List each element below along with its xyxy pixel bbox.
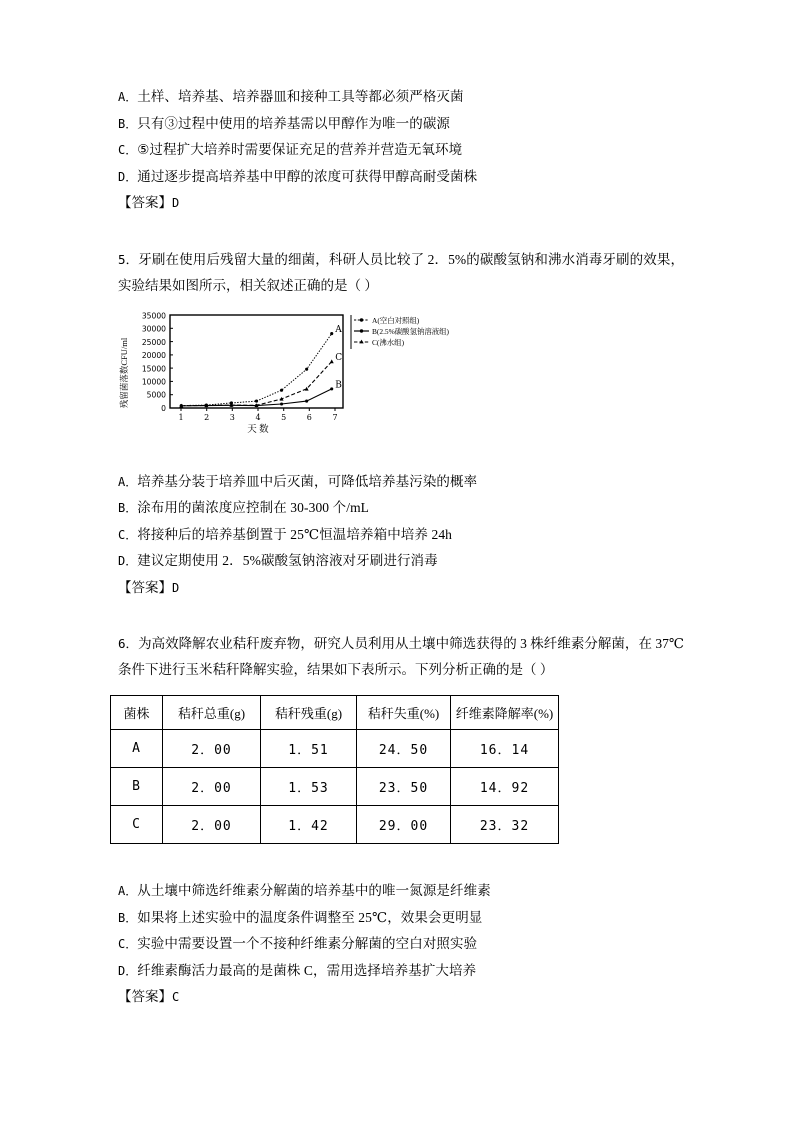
straw-degradation-table [110, 695, 559, 844]
column-header-residual-weight: 秸秆残重(g) [261, 696, 357, 730]
option-label: C． [118, 527, 138, 542]
chart-y-ticks [142, 311, 166, 412]
question5-figure [118, 307, 478, 435]
option-row [118, 878, 684, 905]
cell-residual-weight: 1．53 [261, 768, 357, 806]
x-tick-label: 6 [306, 412, 312, 422]
x-tick-label: 1 [178, 412, 184, 422]
cell-degradation-rate: 16．14 [451, 730, 559, 768]
y-tick-label: 30000 [141, 324, 166, 334]
option-text: 从土壤中筛选纤维素分解菌的培养基中的唯一氮源是纤维素 [137, 883, 491, 898]
option-text: 将接种后的培养基倒置于 25℃恒温培养箱中培养 24h [137, 526, 453, 542]
series-markers-a [180, 332, 334, 407]
question6-stem-text: 为高效降解农业秸秆废弃物，研究人员利用从土壤中筛选获得的 3 株纤维素分解菌，在 37℃条件下进行玉米秸秆降解实验，结果如下表所示。下列分析正确的是（ ） [118, 636, 684, 677]
table-header-row [111, 696, 559, 730]
column-header-strain: 菌株 [111, 696, 163, 730]
data-point-marker [205, 404, 208, 407]
cell-degradation-rate: 14．92 [451, 768, 559, 806]
option-row [118, 111, 684, 138]
option-row [118, 958, 684, 985]
cell-total-weight: 2．00 [163, 768, 261, 806]
cell-strain: B [111, 768, 163, 806]
y-tick-label: 25000 [141, 337, 166, 347]
option-row [118, 495, 684, 522]
data-point-marker [280, 402, 283, 405]
legend-entry-b [354, 326, 450, 335]
x-tick-label: 2 [204, 412, 210, 422]
question5-number: 5． [118, 251, 139, 267]
cell-strain: A [111, 730, 163, 768]
cell-strain: C [111, 806, 163, 844]
x-tick-label: 5 [281, 412, 287, 422]
column-header-degradation-rate: 纤维素降解率(%) [451, 696, 559, 730]
table-row [111, 806, 559, 844]
spacer [118, 435, 684, 469]
series-end-label-a: A [335, 324, 342, 335]
answer-label: 【答案】 [118, 989, 172, 1004]
answer-label: 【答案】 [118, 195, 172, 210]
series-line-a [181, 333, 331, 405]
answer-value: C [172, 990, 180, 1004]
option-label: B． [118, 116, 138, 131]
data-point-marker [230, 403, 233, 406]
option-row [118, 548, 684, 575]
option-text: ⑤过程扩大培养时需要保证充足的营养并营造无氧环境 [137, 142, 463, 157]
cell-weight-loss: 29．00 [357, 806, 451, 844]
y-tick-label: 0 [161, 403, 166, 413]
question5-answer [118, 575, 684, 602]
option-row [118, 137, 684, 164]
x-tick-label: 7 [332, 412, 338, 422]
legend-marker-dot-icon [360, 329, 363, 332]
cell-total-weight: 2．00 [163, 730, 261, 768]
y-tick-label: 20000 [141, 350, 166, 360]
column-header-weight-loss: 秸秆失重(%) [357, 696, 451, 730]
legend-label-b: B(2.5%碳酸氢钠溶液组) [372, 326, 449, 336]
cell-residual-weight: 1．51 [261, 730, 357, 768]
y-tick-label: 35000 [141, 311, 166, 320]
question4-options [118, 84, 684, 190]
answer-label: 【答案】 [118, 579, 172, 595]
option-label: C． [118, 143, 138, 157]
question5-stem-text: 牙刷在使用后残留大量的细菌，科研人员比较了 2．5%的碳酸氢钠和沸水消毒牙刷的效果，实验结果如图所示，相关叙述正确的是（ ） [118, 251, 684, 293]
data-point-marker [330, 332, 333, 335]
data-point-marker [255, 399, 258, 402]
option-text: 纤维素酶活力最高的是菌株 C，需用选择培养基扩大培养 [137, 962, 477, 978]
option-text: 实验中需要设置一个不接种纤维素分解菌的空白对照实验 [137, 936, 478, 951]
data-point-marker [280, 388, 283, 391]
spacer [118, 844, 684, 878]
cell-degradation-rate: 23．32 [451, 806, 559, 844]
data-point-marker [305, 399, 308, 402]
table-row [111, 730, 559, 768]
question6-number: 6． [118, 636, 139, 651]
data-point-marker [330, 359, 334, 363]
option-label: D． [118, 169, 138, 184]
option-row [118, 164, 684, 191]
option-label: D． [118, 554, 138, 568]
option-text: 涂布用的菌浓度应控制在 30-300 个/mL [137, 500, 370, 515]
chart-x-ticks [178, 413, 337, 422]
option-text: 培养基分装于培养皿中后灭菌，可降低培养基污染的概率 [137, 473, 478, 489]
answer-value: D [172, 580, 180, 595]
option-label: D． [118, 963, 138, 978]
option-text: 如果将上述实验中的温度条件调整至 25℃，效果会更明显 [137, 909, 483, 925]
option-row [118, 905, 684, 932]
data-point-marker [305, 367, 308, 370]
question4-answer [118, 190, 684, 217]
option-row [118, 84, 684, 111]
answer-value: D [172, 196, 180, 210]
legend-marker-dot-icon [360, 318, 363, 321]
option-text: 通过逐步提高培养基中甲醇的浓度可获得甲醇高耐受菌株 [137, 168, 478, 184]
x-tick-label: 4 [255, 412, 261, 422]
option-text: 只有③过程中使用的培养基需以甲醇作为唯一的碳源 [137, 115, 451, 131]
column-header-total-weight: 秸秆总重(g) [163, 696, 261, 730]
series-end-label-b: B [335, 379, 342, 390]
table-row [111, 768, 559, 806]
option-row [118, 931, 684, 958]
legend-entry-a [354, 315, 420, 324]
question6-stem [118, 631, 684, 683]
option-label: B． [118, 910, 138, 925]
option-text: 土样、培养基、培养器皿和接种工具等都必须严格灭菌 [137, 89, 464, 104]
cell-residual-weight: 1．42 [261, 806, 357, 844]
spacer [118, 601, 684, 631]
legend-label-c: C(沸水组) [372, 337, 405, 347]
option-text: 建议定期使用 2．5%碳酸氢钠溶液对牙刷进行消毒 [137, 553, 438, 568]
question5-options [118, 469, 684, 575]
legend-label-a: A(空白对照组) [372, 315, 420, 325]
chart-x-axis-label: 天 数 [247, 424, 269, 435]
option-label: A． [118, 884, 138, 898]
page-content [118, 84, 684, 1011]
series-end-label-c: C [335, 352, 343, 363]
spacer [118, 217, 684, 247]
chart-legend [351, 315, 450, 349]
cell-weight-loss: 23．50 [357, 768, 451, 806]
cell-weight-loss: 24．50 [357, 730, 451, 768]
option-row [118, 522, 684, 549]
data-point-marker [255, 404, 258, 407]
series-markers-b [180, 387, 334, 407]
option-label: A． [118, 90, 138, 104]
option-label: B． [118, 501, 138, 515]
option-row [118, 469, 684, 496]
y-tick-label: 5000 [146, 390, 166, 400]
chart-plot-frame [170, 315, 343, 408]
y-tick-label: 10000 [141, 377, 166, 386]
data-point-marker [305, 386, 309, 390]
legend-entry-c [354, 337, 405, 346]
question6-answer [118, 984, 684, 1011]
series-line-c [181, 361, 331, 405]
y-tick-label: 15000 [141, 363, 166, 373]
chart-series-group [179, 332, 333, 407]
bacteria-colony-line-chart [118, 307, 478, 435]
data-point-marker [180, 404, 183, 407]
chart-y-axis-label: 残留菌落数CFU/ml [119, 337, 129, 408]
cell-total-weight: 2．00 [163, 806, 261, 844]
data-point-marker [330, 387, 333, 390]
option-label: C． [118, 937, 138, 951]
option-label: A． [118, 474, 138, 489]
question5-stem [118, 247, 684, 299]
x-tick-label: 3 [229, 412, 235, 422]
question6-options [118, 878, 684, 984]
